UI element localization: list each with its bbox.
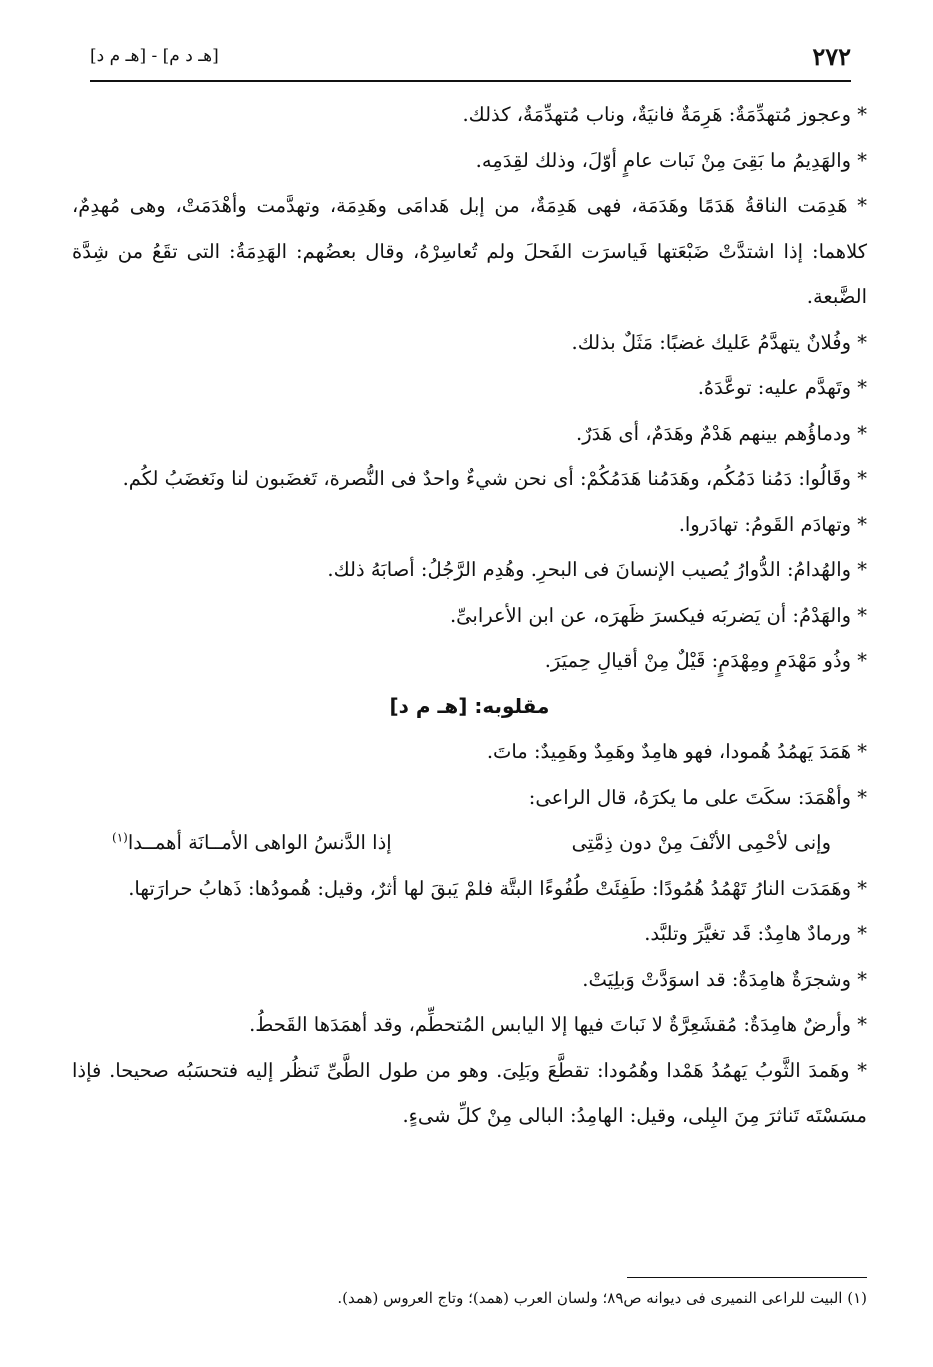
page-header [90,40,851,82]
entry-paragraph: * وتَهدَّم عليه: توعَّدَهُ. [697,376,867,399]
running-head: [هـ د م] - [هـ م د] [90,46,219,66]
footnote: (١) البيت للراعى النميرى فى ديوانه ص٨٩؛ ولسان العرب (همد)؛ وتاج العروس (همد). [337,1289,867,1307]
footnote-divider [627,1277,867,1278]
verse-hemistich-first: وإنى لأحْمِى الأنْفَ مِنْ دون ذِمَّتِى [571,831,831,854]
entry-paragraph: * هَدِمَت الناقةُ هَدَمًا وهَدَمَة، فهى هَدِمَةٌ، من إبل هَدامَى وهَدِمَة، وتهدَّمت وأهْدَمَتْ، وهى مُهدِمٌ، كلاهما: إذا اشتدَّتْ ضَبْعَتها فَياسرَت الفَحلَ ولم تُعاسِرْهُ، وقال بعضُهم: الهَدِمَةُ: التى تقَعُ من شِدَّة الضَّبعة. [72,194,867,308]
entry-paragraph: * ودماؤُهم بينهم هَدْمٌ وهَدَمٌ، أى هَدَرٌ. [576,421,867,445]
entry-paragraph: * وأهْمَدَ: سكَتَ على ما يكرَهُ، قال الراعى: [528,785,867,809]
page-number: ٢٧٢ [812,42,851,71]
entry-paragraph: * والهَدْمُ: أن يَضربَه فيكسرَ ظَهرَه، عن ابن الأعرابىِّ. [449,603,867,627]
entry-paragraph: * ورمادٌ هامِدٌ: قَد تغيَّرَ وتلبَّد. [644,922,867,945]
entry-paragraph: * وتهادَم القَومُ: تهادَروا. [678,512,867,536]
entry-paragraph: * وشجرَةٌ هامِدَةٌ: قد اسوَدَّتْ وَبلِيَتْ. [582,967,867,991]
poetry-verse [72,820,867,866]
entry-paragraph: * وهَمَدَت النارُ تَهْمُدُ هُمُودًا: طَفِئَتْ طُفُوءًا البتَّة فلمْ يَبقَ لها أثرٌ، وقيل: هُمودُها: ذَهابُ حرارَتها. [128,876,867,900]
entry-paragraph: * وعجوز مُتهدِّمَةٌ: هَرِمَةٌ فانيَةٌ، وناب مُتهدِّمَةٌ، كذلك. [462,103,867,126]
entry-paragraph: * وذُو مَهْدَمٍ ومِهْدَمٍ: قَيْلٌ مِنْ أقيالِ حِميَرَ. [544,649,867,672]
entry-paragraph: * وهَمدَ الثَّوبُ يَهمُدُ هَمْدا وهُمُودا: تقطَّعَ وبَلِىَ. وهو من طول الطَّىِّ تَنظُر إليه فتحسَبُه صحيحا. فإذا مسَسْتَه تَناثرَ مِنَ البِلى، وقيل: الهامِدُ: البالى مِنْ كلِّ شىءٍ. [72,1058,867,1127]
verse-hemistich-second [112,820,392,866]
footnote-marker: (١) [112,830,128,845]
main-text [72,92,867,1139]
entry-paragraph: * وأرضٌ هامِدَةٌ: مُقشَعِرَّةٌ لا نَباتَ فيها إلا اليابس المُتحطِّم، وقد أهمَدَها القَحطُ. [249,1013,867,1036]
entry-paragraph: * هَمَدَ يَهمُدُ هُمودا، فهو هامِدٌ وهَمِدٌ وهَمِيدٌ: ماتَ. [486,740,867,763]
entry-paragraph: * وفُلانٌ يتهدَّمُ عَليك غضبًا: مَثَلٌ بذلك. [571,330,867,354]
entry-paragraph: * والهُدامُ: الدُّوارُ يُصيب الإنسانَ فى البحرِ. وهُدِم الرَّجُلُ: أصابَهُ ذلك. [327,558,867,581]
section-heading: مقلوبه: [هـ م د] [389,693,550,718]
entry-paragraph: * والهَدِيمُ ما بَقِىَ مِنْ نَبات عامٍ أوّلَ، وذلك لقِدَمِه. [475,148,867,172]
verse-hemistich-second-text: إذا الدَّنسُ الواهى الأمــانَة أهمــدا [127,831,392,854]
entry-paragraph: * وقَالُوا: دَمُنا دَمُكُم، وهَدَمُنا هَدَمُكُمْ: أى نحن شيءٌ واحدٌ فى النُّصرة، تَغضَبون لنا ونَغضَبُ لكُم. [122,467,867,490]
